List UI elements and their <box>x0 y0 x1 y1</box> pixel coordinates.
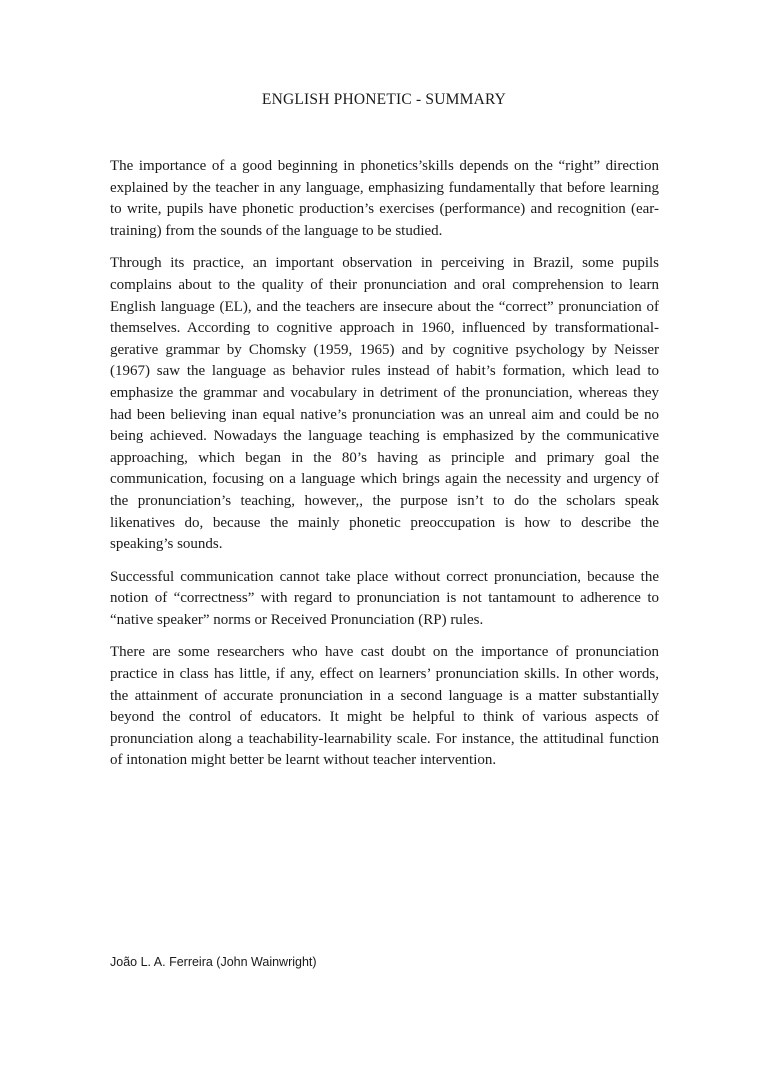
author-footer: João L. A. Ferreira (John Wainwright) <box>110 955 317 969</box>
paragraph-intro: The importance of a good beginning in phonetics’skills depends on the “right” direction explained by the teacher in any language, emphasizing fundamentally that before learning to write, pupils have phonetic production’s exercises (performance) and recognition (ear-training) from the sounds of the language to be studied. <box>110 158 659 239</box>
document-body <box>110 156 659 783</box>
paragraph-practice: Through its practice, an important observation in perceiving in Brazil, some pupils complains about to the quality of their pronunciation and oral comprehension to learn English language (EL), and the teachers are insecure about the “correct” pronunciation of themselves. According to cognitive approach in 1960, influenced by transformational-gerative grammar by Chomsky (1959, 1965) and by cognitive psychology by Neisser (1967) saw the language as behavior rules instead of habit’s formation, which lead to emphasize the grammar and vocabulary in detriment of the pronunciation, whereas they had been believing inan equal native’s pronunciation was an unreal aim and could be no being achieved. Nowadays the language teaching is emphasized by the communicative approaching, which began in the 80’s having as principle and primary goal the communication, focusing on a language which brings again the necessity and urgency of the pronunciation’s teaching, however,, the purpose isn’t to do the scholars speak likenatives do, because the mainly phonetic preoccupation is how to describe the speaking’s sounds. <box>110 255 659 553</box>
paragraph-researchers: There are some researchers who have cast doubt on the importance of pronunciation practice in class has little, if any, effect on learners’ pronunciation skills. In other words, the attainment of accurate pronunciation in a second language is a matter substantially beyond the control of educators. It might be helpful to think of various aspects of pronunciation along a teachability-learnability scale. For instance, the attitudinal function of intonation might better be learnt without teacher intervention. <box>110 644 659 769</box>
document-title: ENGLISH PHONETIC - SUMMARY <box>261 91 507 108</box>
paragraph-communication: Successful communication cannot take place without correct pronunciation, because the notion of “correctness” with regard to pronunciation is not tantamount to adherence to “native speaker” norms or Received Pronunciation (RP) rules. <box>110 568 659 628</box>
